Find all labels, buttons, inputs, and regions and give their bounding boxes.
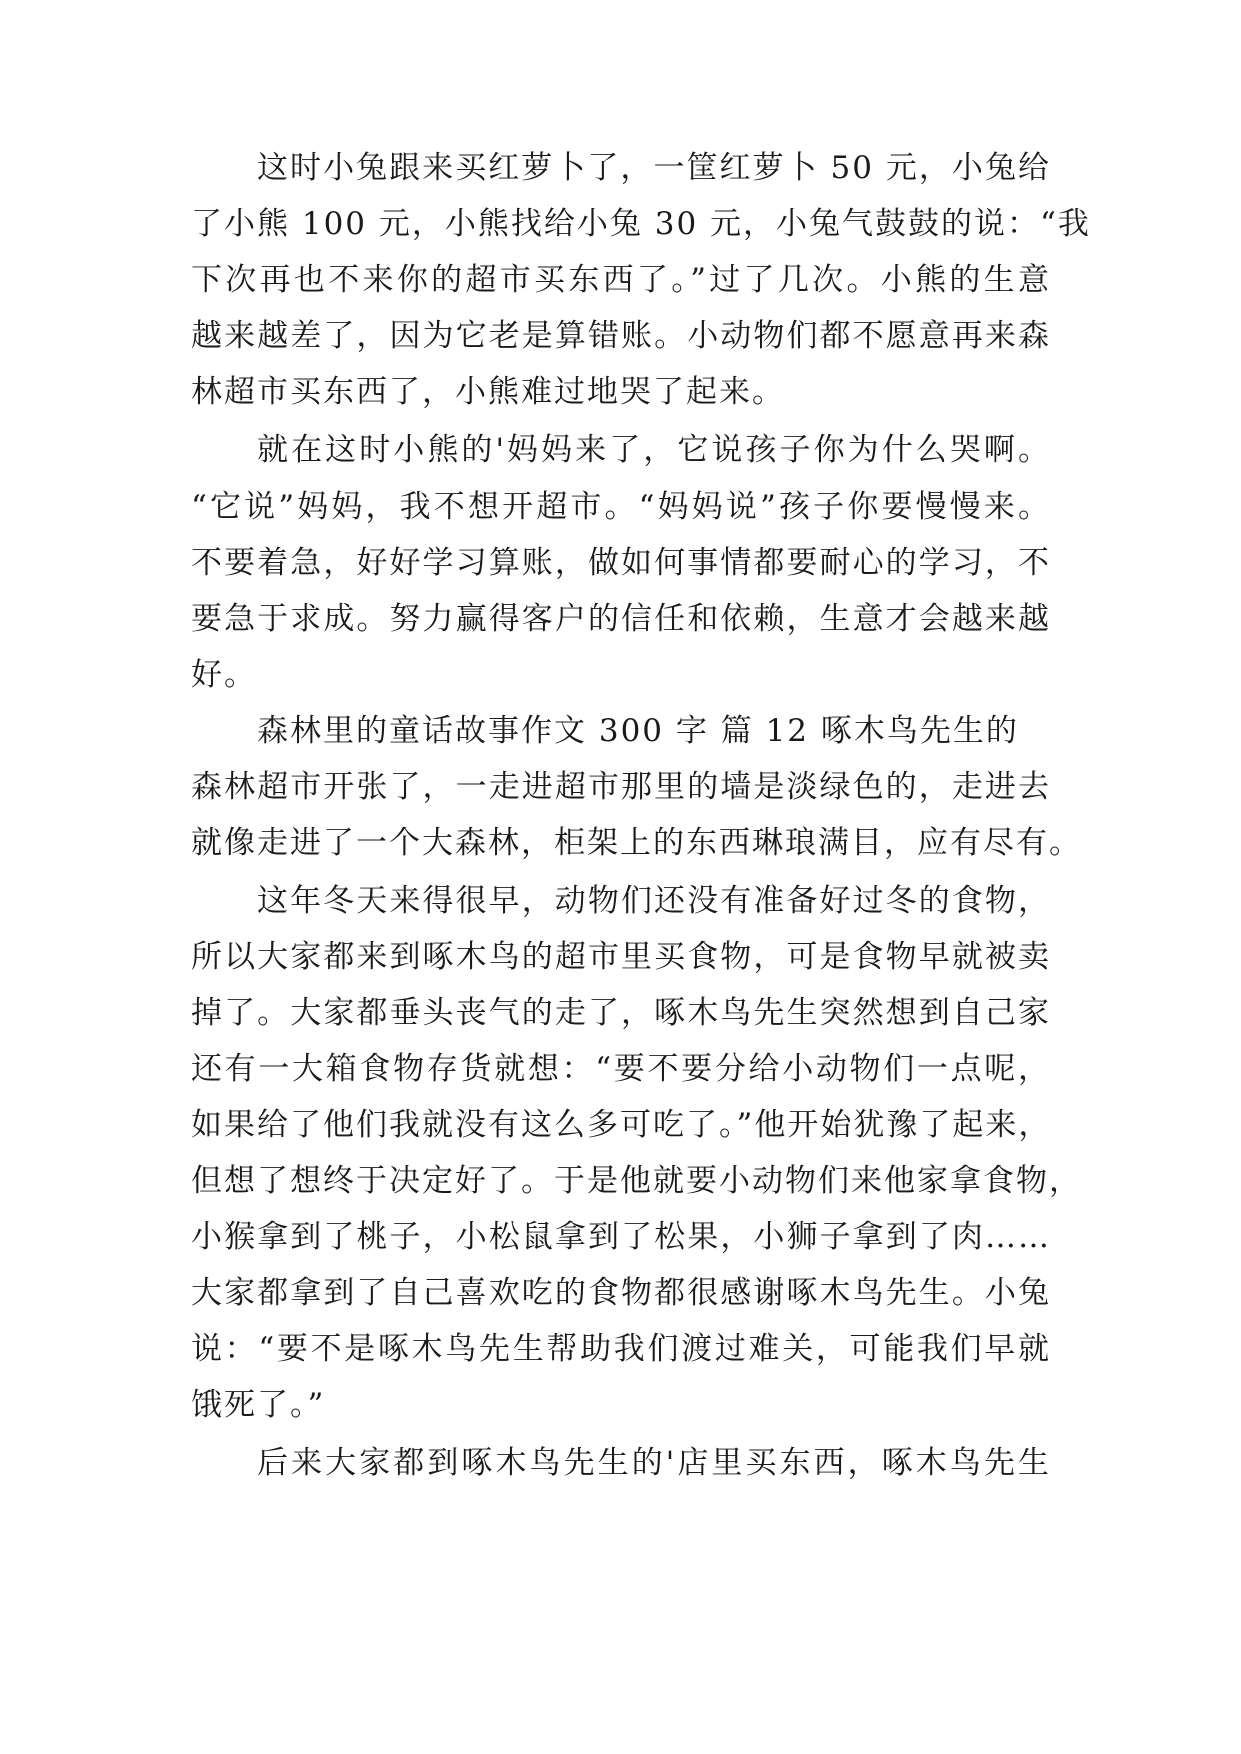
text-line-6: 就在这时小熊的'妈妈来了，它说孩子你为什么哭啊。: [257, 432, 1051, 468]
text-line-8: 不要着急，好好学习算账，做如何事情都要耐心的学习，不: [191, 545, 1051, 581]
text-line-2: 了小熊 100 元，小熊找给小兔 30 元，小兔气鼓鼓的说：“我: [191, 206, 1091, 242]
text-line-19: 但想了想终于决定好了。于是他就要小动物们来他家拿食物，: [191, 1163, 1082, 1199]
text-line-12: 森林超市开张了，一走进超市那里的墙是淡绿色的，走进去: [191, 769, 1051, 805]
text-line-24: 后来大家都到啄木鸟先生的'店里买东西，啄木鸟先生: [257, 1445, 1051, 1481]
text-line-23: 饿死了。”: [191, 1387, 326, 1423]
text-line-4: 越来越差了，因为它老是算错账。小动物们都不愿意再来森: [191, 318, 1051, 354]
text-line-22: 说：“要不是啄木鸟先生帮助我们渡过难关，可能我们早就: [191, 1331, 1051, 1367]
text-line-20: 小猴拿到了桃子，小松鼠拿到了松果，小狮子拿到了肉……: [191, 1219, 1051, 1255]
section-heading-line: 森林里的童话故事作文 300 字 篇 12 啄木鸟先生的: [257, 713, 1019, 749]
text-line-21: 大家都拿到了自己喜欢吃的食物都很感谢啄木鸟先生。小兔: [191, 1275, 1051, 1311]
text-line-7: “它说”妈妈，我不想开超市。“妈妈说”孩子你要慢慢来。: [191, 489, 1051, 525]
text-line-10: 好。: [191, 657, 257, 693]
text-line-17: 还有一大箱食物存货就想：“要不要分给小动物们一点呢，: [191, 1051, 1051, 1087]
text-line-13: 就像走进了一个大森林，柜架上的东西琳琅满目，应有尽有。: [191, 825, 1082, 861]
text-line-1: 这时小兔跟来买红萝卜了，一筐红萝卜 50 元，小兔给: [257, 150, 1051, 186]
text-line-14: 这年冬天来得很早，动物们还没有准备好过冬的食物，: [257, 883, 1051, 919]
text-line-15: 所以大家都来到啄木鸟的超市里买食物，可是食物早就被卖: [191, 939, 1051, 975]
text-line-3: 下次再也不来你的超市买东西了。”过了几次。小熊的生意: [191, 262, 1051, 298]
text-line-5: 林超市买东西了，小熊难过地哭了起来。: [191, 374, 785, 410]
text-line-18: 如果给了他们我就没有这么多可吃了。”他开始犹豫了起来，: [191, 1107, 1052, 1143]
text-line-9: 要急于求成。努力赢得客户的信任和依赖，生意才会越来越: [191, 601, 1051, 637]
text-line-16: 掉了。大家都垂头丧气的走了，啄木鸟先生突然想到自己家: [191, 995, 1051, 1031]
